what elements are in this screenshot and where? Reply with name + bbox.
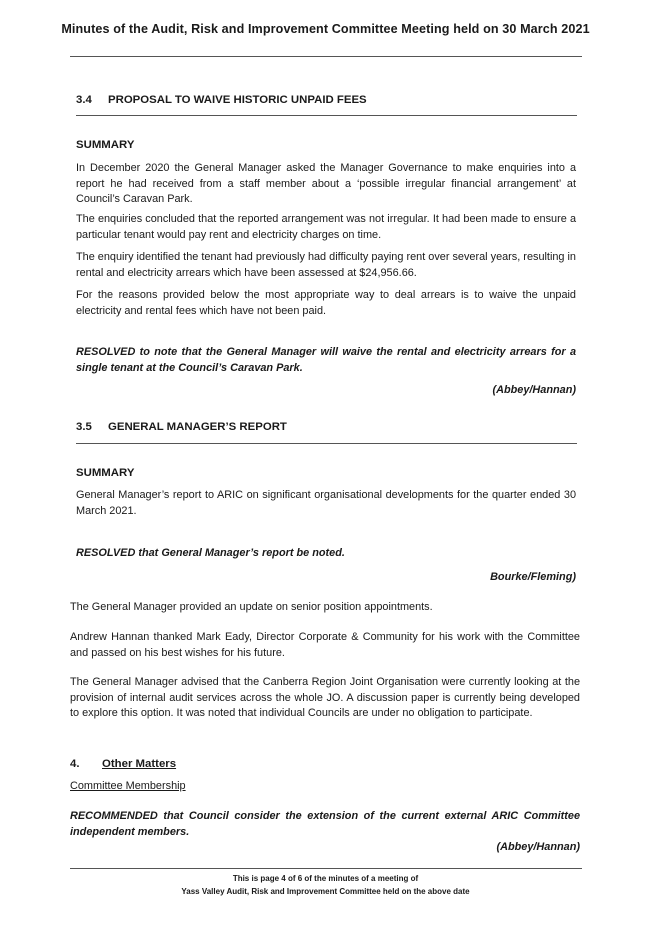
section-3-4-title: PROPOSAL TO WAIVE HISTORIC UNPAID FEES [108,94,367,106]
section-3-4-mover: (Abbey/Hannan) [492,384,576,396]
footer-line-2: Yass Valley Audit, Risk and Improvement Committee held on the above date [181,886,470,896]
section-3-5-mover: Bourke/Fleming) [490,571,576,583]
section-3-4-resolution: RESOLVED to note that the General Manager will waive the rental and electricity arrears for a single tenant at the Council’s Caravan Park. [76,346,576,374]
footer-line-1: This is page 4 of 6 of the minutes of a meeting of [232,874,419,883]
section-3-5-resolution: RESOLVED that General Manager’s report be noted. [76,547,345,559]
section-4-number: 4. [70,758,80,770]
section-3-4-paragraph-4: For the reasons provided below the most appropriate way to deal arrears is to waive the unpaid electricity and rental fees which have not been paid. [76,289,576,317]
page-header-title: Minutes of the Audit, Risk and Improvement Committee Meeting held on 30 March 2021 [61,22,590,36]
section-3-5-number: 3.5 [76,421,92,433]
section-4-subheading: Committee Membership [70,780,186,792]
section-4-heading [70,757,176,773]
header-rule [70,56,582,57]
section-3-4-paragraph-1: In December 2020 the General Manager asked the Manager Governance to make enquiries into a report he had received from a staff member about a ‘possible irregular financial arrangement’ at Council’s Caravan Park. [76,162,576,205]
page-footer [0,873,651,898]
section-3-4-heading [76,93,576,109]
discussion-paragraph-1: The General Manager provided an update on senior position appointments. [70,601,433,613]
discussion-paragraph-2: Andrew Hannan thanked Mark Eady, Director Corporate & Community for his work with the Committee and passed on his best wishes for his future. [70,631,580,659]
footer-rule [70,868,582,869]
section-3-5-rule [76,443,577,444]
section-3-4-rule [76,115,577,116]
section-3-5-title: GENERAL MANAGER’S REPORT [108,421,287,433]
section-3-4-summary-heading: SUMMARY [76,139,135,151]
section-3-4-paragraph-2: The enquiries concluded that the reported arrangement was not irregular. It had been made to ensure a particular tenant would pay rent and electricity charges on time. [76,213,576,241]
section-4-recommendation: RECOMMENDED that Council consider the extension of the current external ARIC Committee independent members. [70,810,580,838]
section-3-5-summary-heading: SUMMARY [76,467,135,479]
section-3-5-heading [76,420,576,436]
section-3-4-paragraph-3: The enquiry identified the tenant had previously had difficulty paying rent over several years, resulting in rental and electricity arrears which have been assessed at $24,956.66. [76,251,576,279]
section-3-5-paragraph: General Manager’s report to ARIC on significant organisational developments for the quarter ended 30 March 2021. [76,489,576,517]
section-4-title: Other Matters [102,758,177,770]
section-4-mover: (Abbey/Hannan) [496,841,580,853]
discussion-paragraph-3: The General Manager advised that the Canberra Region Joint Organisation were currently looking at the provision of internal audit services across the whole JO. A discussion paper is currently being developed to explore this option. It was noted that individual Councils are under no obligation to participate. [70,676,580,719]
section-3-4-number: 3.4 [76,94,92,106]
